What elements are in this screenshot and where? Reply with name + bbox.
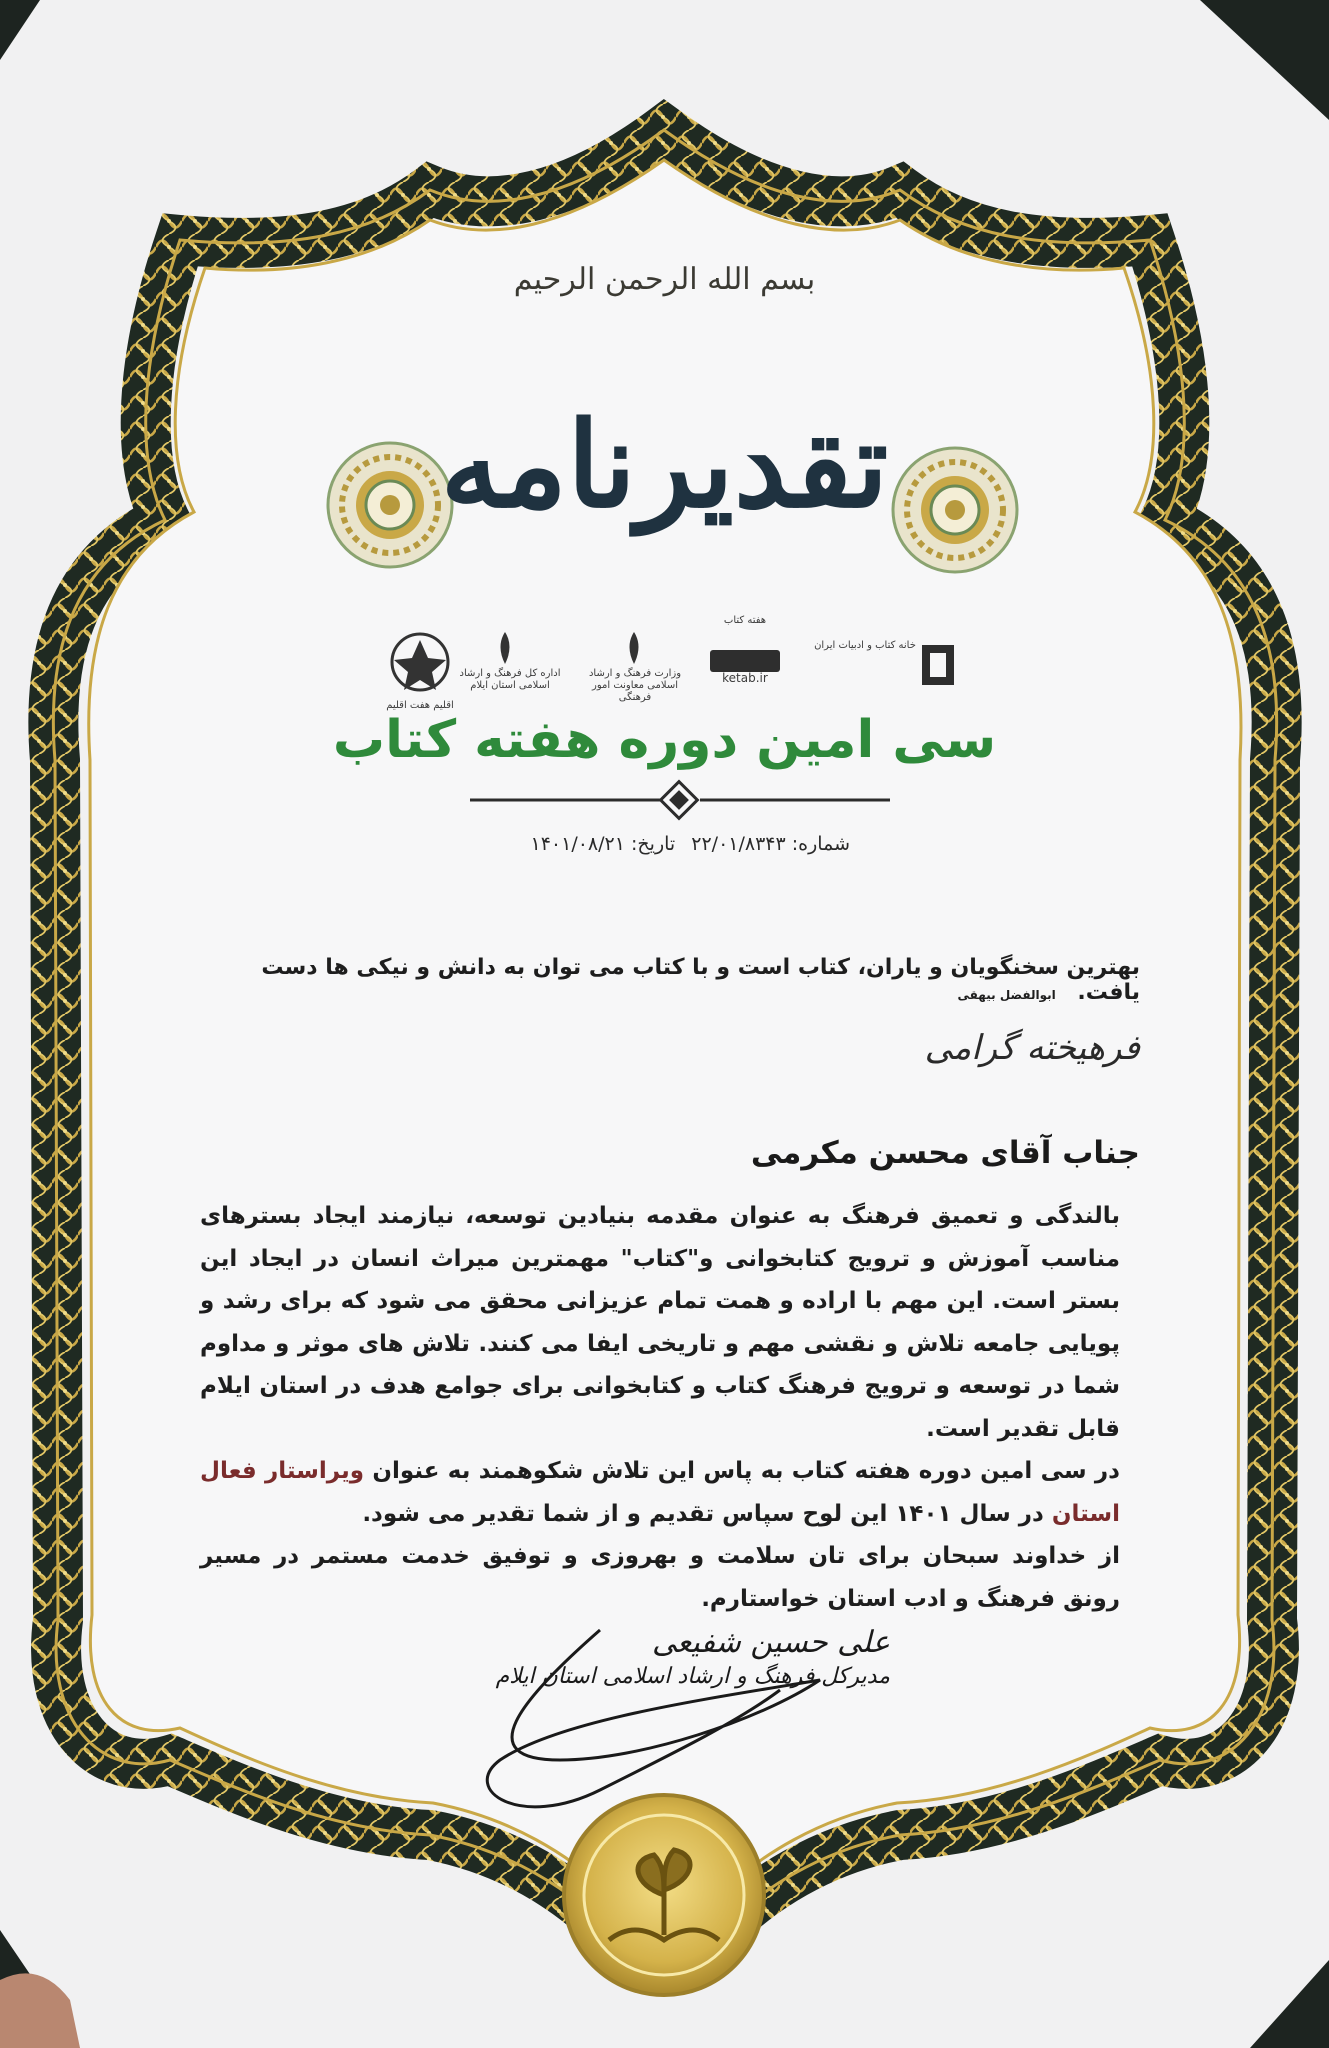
ketab-url: ketab.ir <box>722 671 768 685</box>
logo-ershad-ilam <box>455 668 565 692</box>
signer-name: علی حسین شفیعی <box>652 1625 890 1660</box>
event-title: سی امین دوره هفته کتاب <box>332 710 997 770</box>
basmala-heading: بسم الله الرحمن الرحیم <box>513 262 816 297</box>
logo-ketab-week <box>700 615 790 685</box>
body-paragraph-3: از خداوند سبحان برای تان سلامت و بهروزی و توفیق خدمت مستمر در مسیر رونق فرهنگ و ادب استان خواستارم. <box>200 1543 1120 1612</box>
logo-label: هفته کتاب <box>723 615 767 626</box>
logo-label: وزارت فرهنگ و ارشاد اسلامی معاونت امور فرهنگی <box>588 668 682 703</box>
date-label: تاریخ: <box>631 833 676 855</box>
body-paragraph-1: بالندگی و تعمیق فرهنگ به عنوان مقدمه بنیادین توسعه، نیازمند ایجاد بسترهای مناسب آموزش و ترویج کتابخوانی و"کتاب" مهمترین میراث انسان در ایجاد این بستر است. این مهم با اراده و همت تمام عزیزانی محقق می شود که برای رشد و پویایی جامعه تلاش و نقشی مهم و تاریخی ایفا می کنند. تلاش های موثر و مداوم شما در توسعه و ترویج فرهنگ کتاب و کتابخوانی برای جوامع هدف در استان ایلام قابل تقدیر است. <box>200 1203 1120 1442</box>
body-p2-end: در سال ۱۴۰۱ این لوح سپاس تقدیم و از شما تقدیر می شود. <box>362 1500 1044 1527</box>
body-paragraph-2 <box>200 1450 1120 1535</box>
award-title-highlight: ویراستار فعال استان <box>200 1458 1120 1527</box>
recipient-name: جناب آقای محسن مکرمی <box>750 1135 1140 1171</box>
quote <box>210 955 1140 1005</box>
number-label: شماره: <box>791 833 850 855</box>
logo-label: اداره کل فرهنگ و ارشاد اسلامی استان ایلام <box>459 668 561 691</box>
certificate-title: تقدیرنامه <box>440 395 889 534</box>
logo-ministry <box>580 668 690 704</box>
salutation: فرهیخته گرامی <box>924 1028 1140 1068</box>
body-p2-start: در سی امین دوره هفته کتاب به پاس این تلاش شکوهمند به عنوان <box>372 1458 1120 1484</box>
number-value: ۲۲/۰۱/۸۳۴۳ <box>691 833 786 855</box>
quote-text: بهترین سخنگویان و یاران، کتاب است و با کتاب می توان به دانش و نیکی ها دست یافت. <box>261 955 1140 1005</box>
logo-label: خانه کتاب و ادبیات ایران <box>814 640 916 651</box>
logo-label: اقلیم هفت اقلیم <box>386 700 454 711</box>
signature-block <box>470 1625 890 1689</box>
seal-emblem <box>564 1795 764 1995</box>
certificate-body <box>200 1195 1120 1620</box>
quote-author: ابوالفضل بیهقی <box>957 988 1056 1002</box>
date-value: ۱۴۰۱/۰۸/۲۱ <box>530 833 625 855</box>
logo-book-house <box>810 640 920 652</box>
signer-title: مدیرکل فرهنگ و ارشاد اسلامی استان ایلام <box>495 1664 890 1689</box>
reference-number-line <box>340 833 850 855</box>
